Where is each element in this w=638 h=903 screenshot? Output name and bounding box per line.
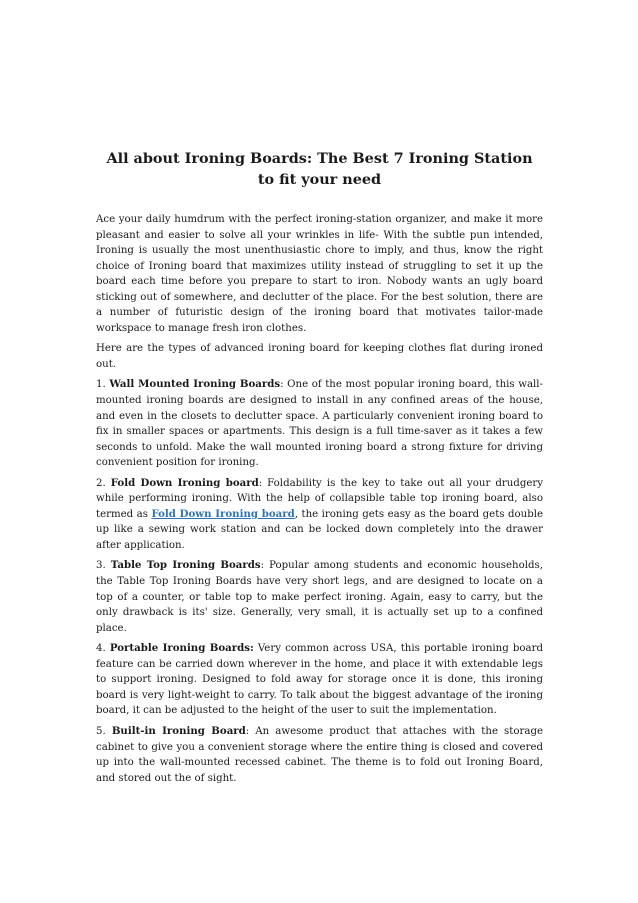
item-number: 3. [96,560,111,572]
item-number: 2. [96,477,111,489]
list-item-built-in [96,724,543,786]
item-text-after-link: , the ironing gets easy as the board gets double up like a sewing work station and can be locked down completely into the drawer after application. [96,508,544,551]
list-item-wall-mounted [96,377,543,470]
list-item-table-top [96,558,543,636]
item-text: : Popular among students and economic households, the Table Top Ironing Boards have very short legs, and are designed to locate on a top of a counter, or table top to make perfect ironing. Again, easy to carry, but the only drawback is its' size. Generally, very small, it is actually set up to a confined place. [96,560,543,634]
item-term: Portable Ironing Boards: [109,642,254,655]
list-item-portable [96,641,543,719]
item-term: Built-in Ironing Board [111,724,246,737]
item-term: Wall Mounted Ironing Boards [109,378,281,391]
list-item-fold-down [96,476,543,554]
item-text: : One of the most popular ironing board, this wall-mounted ironing boards are designed to install in any confined areas of the house, and even in the closets to declutter space. A particularly convenient ironing board to fix in smaller spaces or apartments. This design is a full time-saver as it takes a few seconds to unfold. Make the wall mounted ironing board a strong fixture for driving convenient position for ironing. [96,379,543,469]
item-number: 5. [96,725,112,737]
document-title: All about Ironing Boards: The Best 7 Ironing Station to fit your need [106,150,533,188]
item-number: 1. [96,379,110,391]
intro-paragraph: Ace your daily humdrum with the perfect ironing-station organizer, and make it more pleasant and easier to solve all your wrinkles in life- With the subtle pun intended, Ironing is usually the most unenthusiastic chore to imply, and thus, know the right choice of Ironing board that maximizes utility instead of struggling to set it up the board each time before you prepare to start to iron. Nobody wants an ugly board sticking out of somewhere, and declutter of the place. For the best solution, there are a number of futuristic design of the ironing board that motivates tailor-made workspace to manage fresh iron clothes. [96,214,543,334]
item-number: 4. [96,643,110,655]
fold-down-ironing-board-link[interactable]: Fold Down Ironing board [151,507,295,520]
item-term: Fold Down Ironing board [110,476,259,489]
item-text: : An awesome product that attaches with the storage cabinet to give you a convenient storage where the entire thing is closed and covered up into the wall-mounted recessed cabinet. The theme is to fold out Ironing Board, and stored out the of sight. [96,725,543,784]
item-text: Very common across USA, this portable ironing board feature can be carried down wherever in the home, and place it with extendable legs to support ironing. Designed to fold away for storage once it is done, this ironing board is very light-weight to carry. To talk about the biggest advantage of the ironing board, it can be adjusted to the height of the user to suit the implementation. [96,643,543,717]
item-text: : Foldability is the key to take out all your drudgery while performing ironing. With the help of collapsible table top ironing board, also termed as [96,477,543,520]
item-term: Table Top Ironing Boards [110,559,261,572]
types-intro-paragraph: Here are the types of advanced ironing board for keeping clothes flat during ironed out. [96,343,543,370]
document-page [96,148,543,791]
